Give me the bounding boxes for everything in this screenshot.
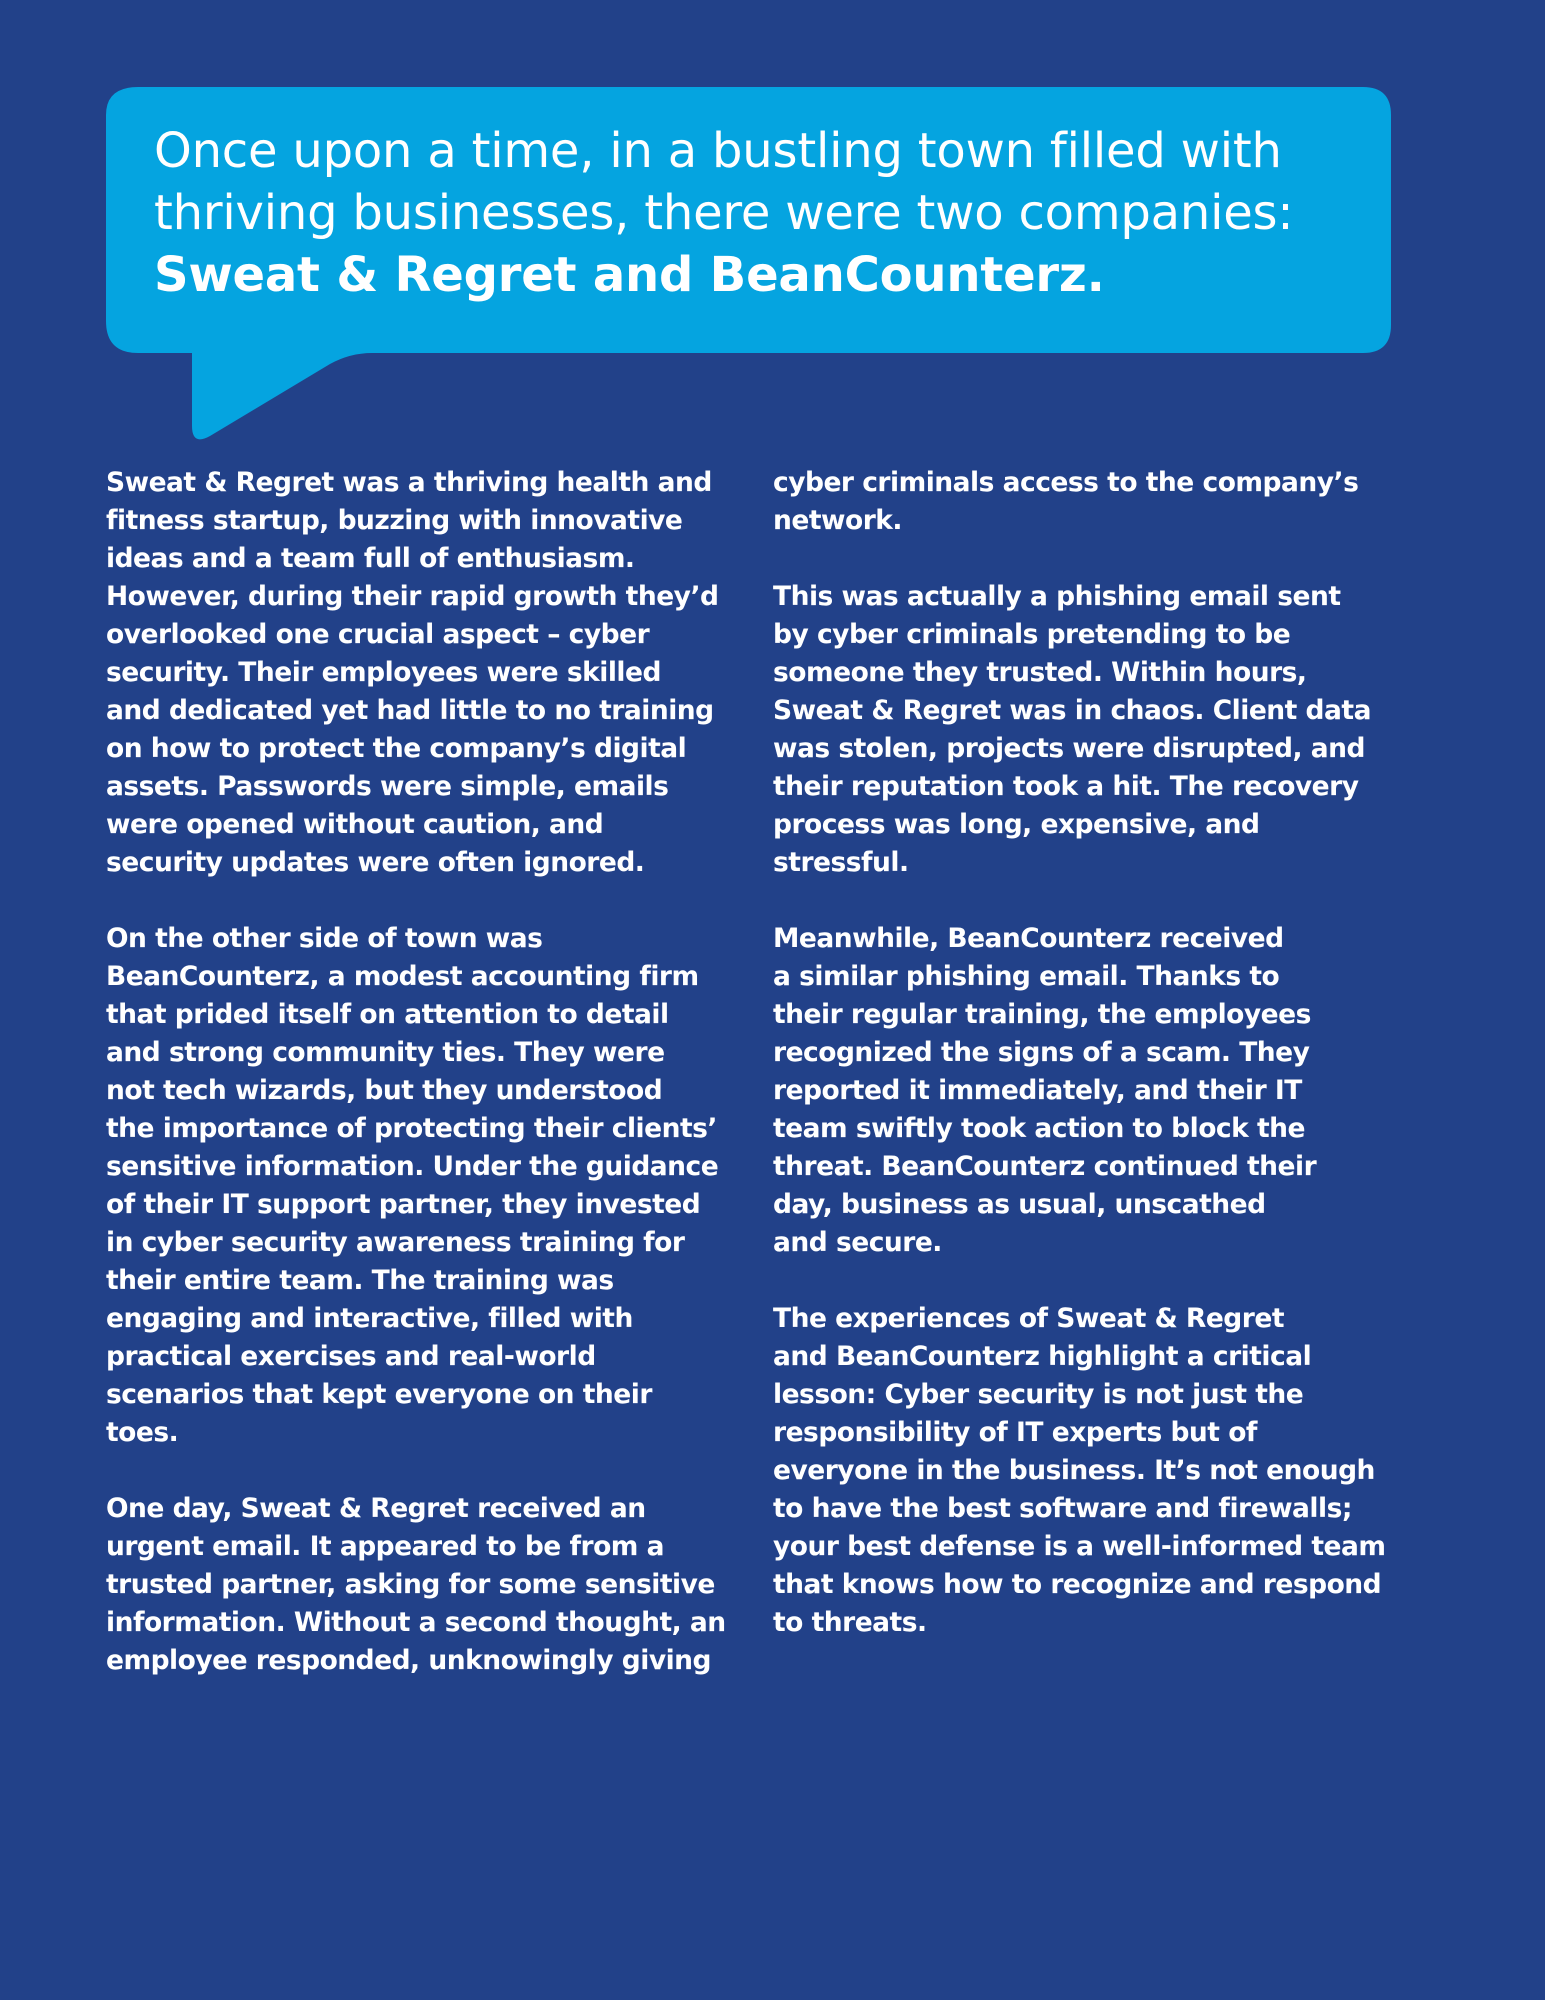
text-line: their reputation took a hit. The recovery	[773, 771, 1359, 802]
headline-company-names: Sweat & Regret and BeanCounterz.	[154, 247, 1105, 303]
paragraph-lesson	[773, 1300, 1393, 1642]
text-line: were opened without caution, and	[106, 809, 604, 840]
text-line: in cyber security awareness training for	[106, 1227, 685, 1258]
text-line: toes.	[106, 1417, 179, 1448]
text-line: someone they trusted. Within hours,	[773, 657, 1307, 688]
text-line: of their IT support partner, they invested	[106, 1189, 701, 1220]
left-column	[106, 464, 726, 1718]
paragraph-network-access	[773, 464, 1393, 540]
text-line: trusted partner, asking for some sensitive	[106, 1569, 715, 1600]
text-line: everyone in the business. It’s not enough	[773, 1455, 1375, 1486]
text-line: and BeanCounterz highlight a critical	[773, 1341, 1312, 1372]
text-line: Sweat & Regret was a thriving health and	[106, 467, 712, 498]
text-line: employee responded, unknowingly giving	[106, 1645, 712, 1676]
text-line: their regular training, the employees	[773, 999, 1311, 1030]
paragraph-beancounterz-response	[773, 920, 1393, 1262]
text-line: process was long, expensive, and	[773, 809, 1260, 840]
headline	[154, 120, 1384, 306]
text-line: However, during their rapid growth they’d	[106, 581, 719, 612]
text-line: recognized the signs of a scam. They	[773, 1037, 1310, 1068]
text-line: Sweat & Regret was in chaos. Client data	[773, 695, 1371, 726]
text-line: lesson: Cyber security is not just the	[773, 1379, 1304, 1410]
text-line: their entire team. The training was	[106, 1265, 614, 1296]
text-line: This was actually a phishing email sent	[773, 581, 1341, 612]
paragraph-chaos	[773, 578, 1393, 882]
text-line: The experiences of Sweat & Regret	[773, 1303, 1284, 1334]
text-line: day, business as usual, unscathed	[773, 1189, 1266, 1220]
text-line: by cyber criminals pretending to be	[773, 619, 1291, 650]
text-line: reported it immediately, and their IT	[773, 1075, 1302, 1106]
text-line: engaging and interactive, filled with	[106, 1303, 633, 1334]
paragraph-phishing-email	[106, 1490, 726, 1680]
text-line: security. Their employees were skilled	[106, 657, 661, 688]
text-line: One day, Sweat & Regret received an	[106, 1493, 646, 1524]
text-line: not tech wizards, but they understood	[106, 1075, 663, 1106]
text-line: team swiftly took action to block the	[773, 1113, 1305, 1144]
headline-line-1: Once upon a time, in a bustling town filled with	[154, 123, 1282, 179]
text-line: information. Without a second thought, an	[106, 1607, 726, 1638]
text-line: assets. Passwords were simple, emails	[106, 771, 669, 802]
text-line: on how to protect the company’s digital	[106, 733, 687, 764]
paragraph-beancounterz-intro	[106, 920, 726, 1452]
text-line: the importance of protecting their clients’	[106, 1113, 717, 1144]
text-line: stressful.	[773, 847, 909, 878]
text-line: overlooked one crucial aspect – cyber	[106, 619, 650, 650]
text-line: network.	[773, 505, 902, 536]
text-line: scenarios that kept everyone on their	[106, 1379, 652, 1410]
paragraph-sweat-regret-intro	[106, 464, 726, 882]
text-line: On the other side of town was	[106, 923, 543, 954]
text-line: and secure.	[773, 1227, 942, 1258]
text-line: Meanwhile, BeanCounterz received	[773, 923, 1284, 954]
text-line: cyber criminals access to the company’s	[773, 467, 1359, 498]
text-line: threat. BeanCounterz continued their	[773, 1151, 1317, 1182]
text-line: that prided itself on attention to detail	[106, 999, 669, 1030]
text-line: to threats.	[773, 1607, 927, 1638]
text-line: and dedicated yet had little to no training	[106, 695, 714, 726]
text-line: to have the best software and firewalls;	[773, 1493, 1352, 1524]
right-column	[773, 464, 1393, 1680]
text-line: responsibility of IT experts but of	[773, 1417, 1257, 1448]
text-line: practical exercises and real-world	[106, 1341, 596, 1372]
text-line: was stolen, projects were disrupted, and	[773, 733, 1365, 764]
text-line: that knows how to recognize and respond	[773, 1569, 1382, 1600]
headline-line-2: thriving businesses, there were two companies:	[154, 185, 1294, 241]
text-line: sensitive information. Under the guidance	[106, 1151, 719, 1182]
text-line: fitness startup, buzzing with innovative	[106, 505, 683, 536]
text-line: ideas and a team full of enthusiasm.	[106, 543, 635, 574]
text-line: and strong community ties. They were	[106, 1037, 665, 1068]
text-line: your best defense is a well-informed team	[773, 1531, 1386, 1562]
text-line: a similar phishing email. Thanks to	[773, 961, 1280, 992]
text-line: security updates were often ignored.	[106, 847, 645, 878]
text-line: BeanCounterz, a modest accounting firm	[106, 961, 699, 992]
text-line: urgent email. It appeared to be from a	[106, 1531, 665, 1562]
